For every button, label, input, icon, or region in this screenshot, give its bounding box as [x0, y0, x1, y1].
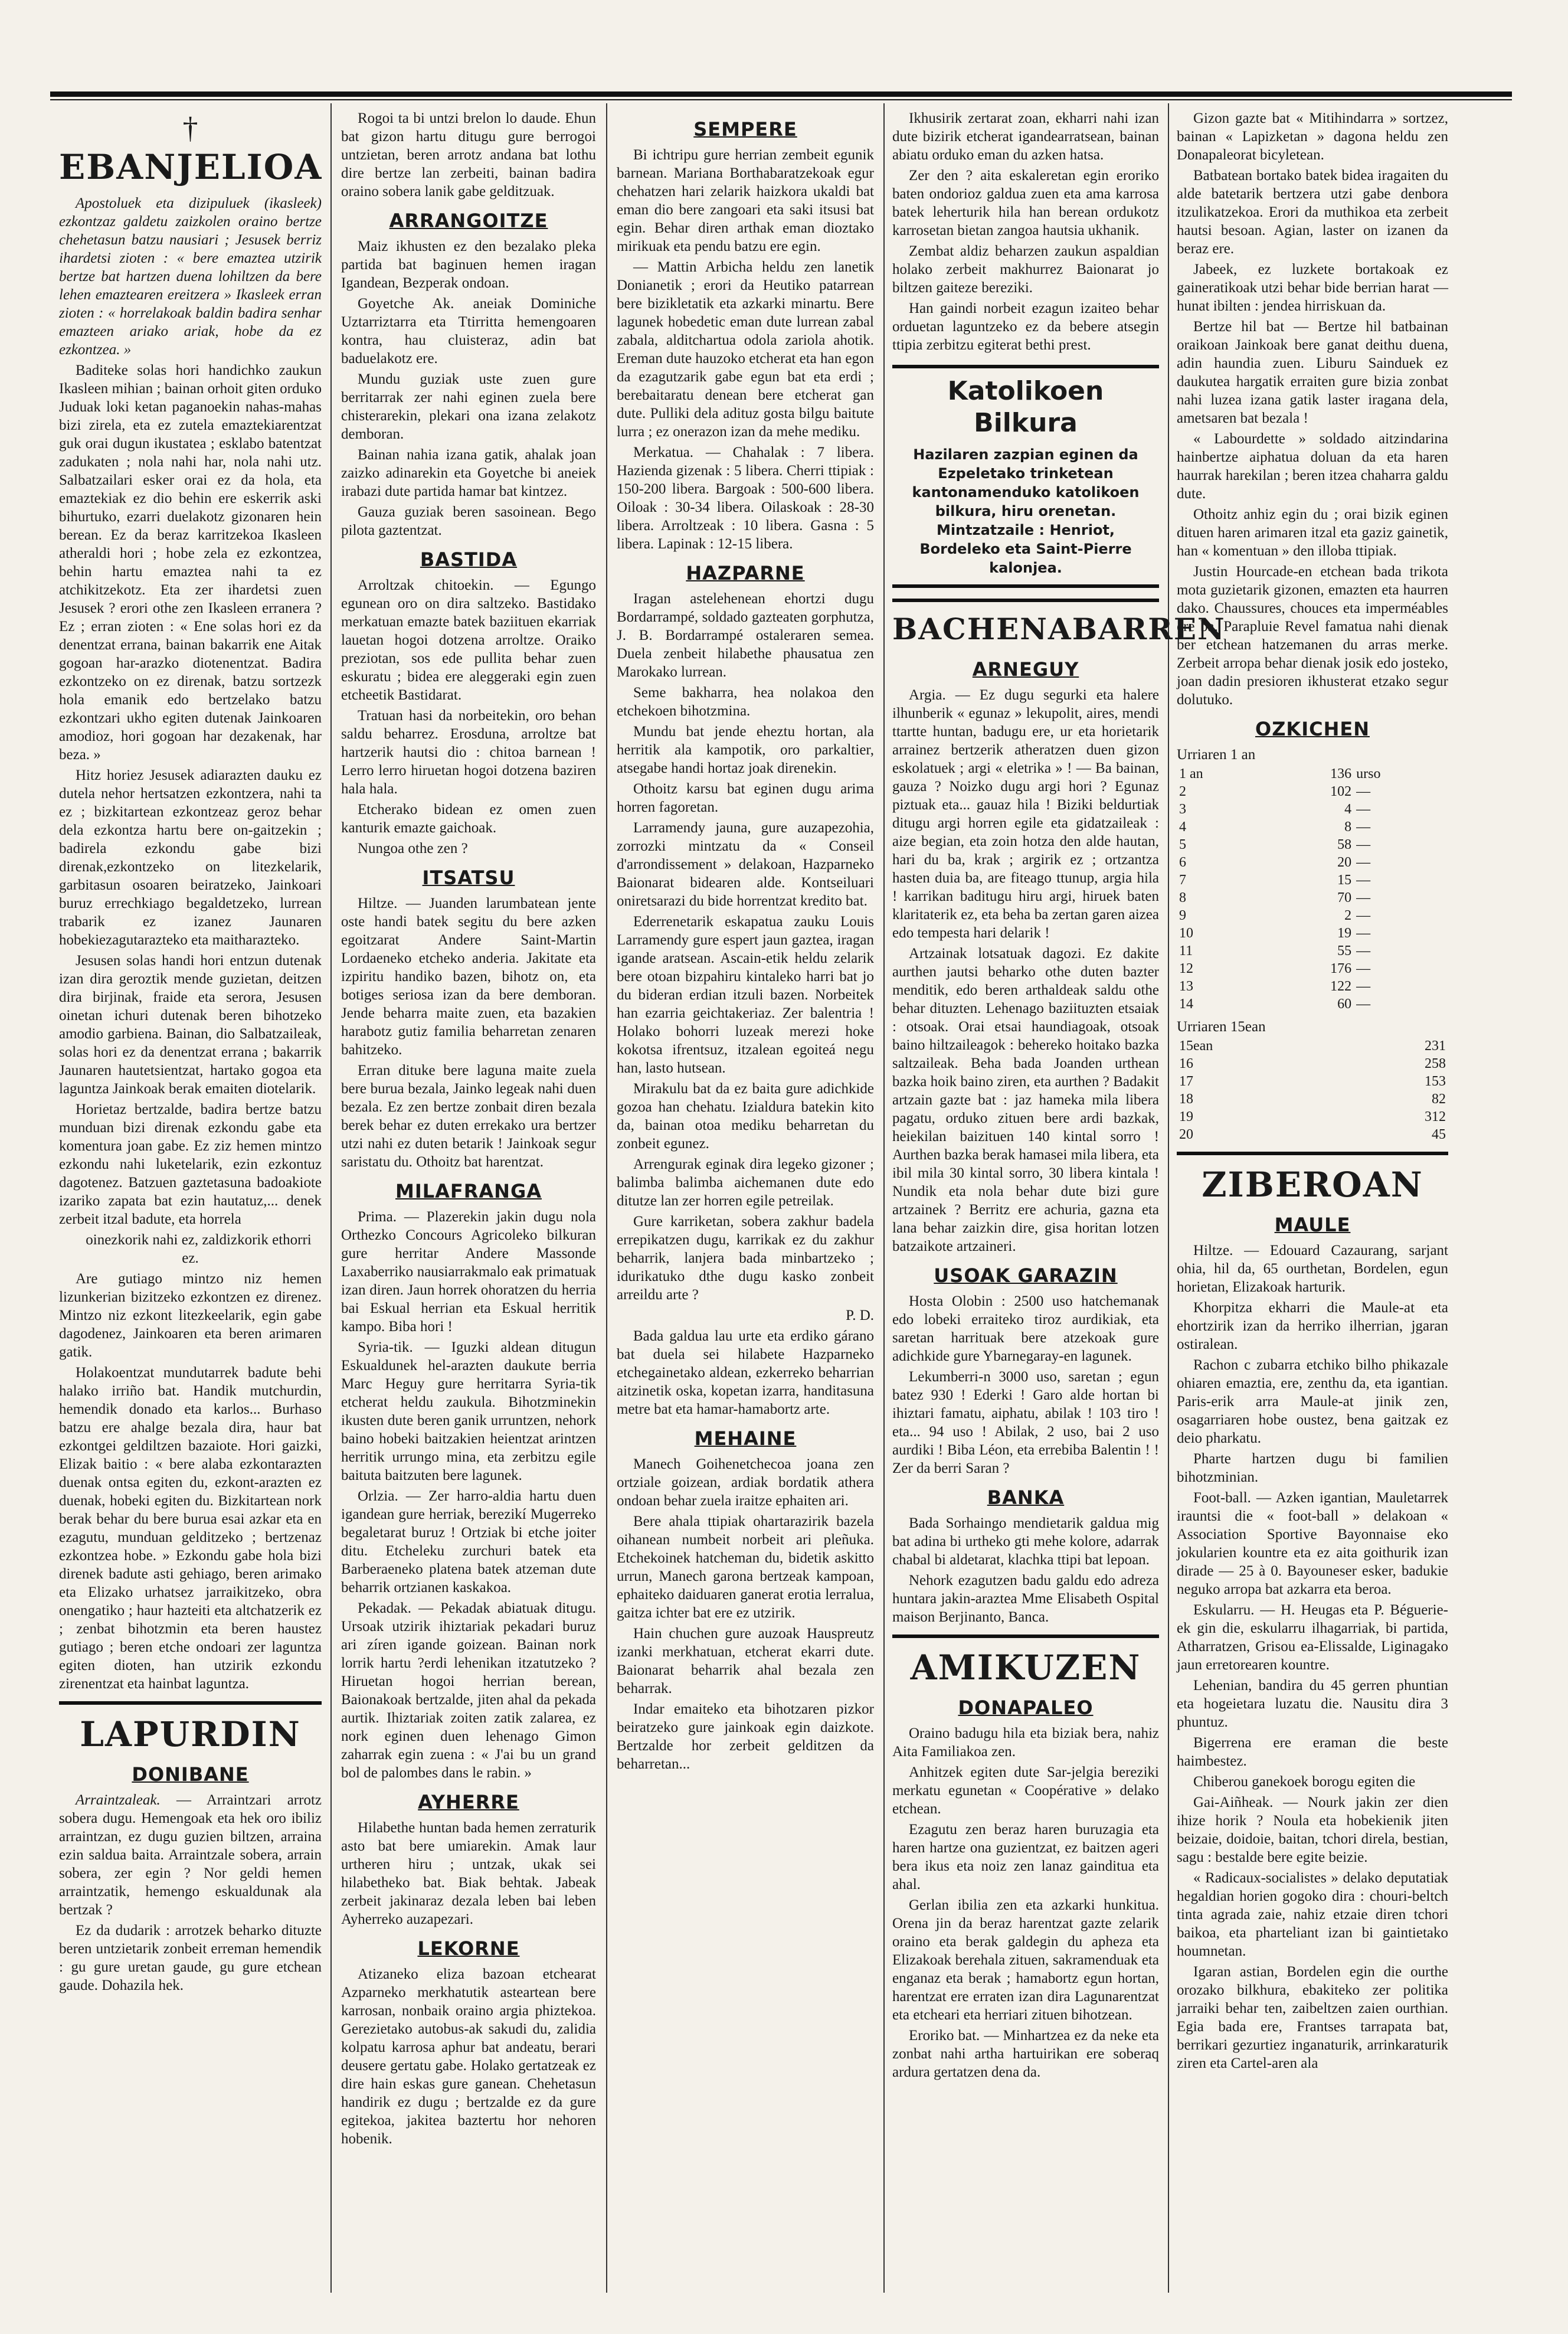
article-paragraph: Bigerrena ere eraman die beste haimbestez. — [1177, 1735, 1448, 1769]
count-cell: 153 — [1425, 1074, 1446, 1089]
stats-row — [1177, 1126, 1448, 1143]
notice-body: Hazilaren zazpian eginen da Ezpeletako trinketean kantonamenduko katolikoen bilkura, hiru orenetan. — [912, 446, 1140, 519]
stats-row — [1177, 836, 1448, 854]
unit-cell: — — [1356, 855, 1371, 870]
section-heading: ARNEGUY — [972, 658, 1079, 681]
article-paragraph: Hosta Olobin : 2500 uso hatchemanak edo lobeki erraiteko tiroz aurdikiak, eta saretan harrituak bere atzekoak gure adichkide gure Ybarnegaray-en lagunek. — [892, 1293, 1159, 1364]
article-paragraph: Larramendy jauna, gure auzapezohia, zorrozki mintzatu da « Conseil d'arrondissement » delakoan, Hazparneko Baionarat bidearen alde. Kontseiluari oniretsarazi du bide horrentzat kredito bat. — [617, 820, 874, 909]
article-paragraph: Oraino badugu hila eta biziak bera, nahiz Aita Familiakoa zen. — [892, 1725, 1159, 1760]
unit-cell: — — [1356, 908, 1371, 923]
article-paragraph: Hilabethe huntan bada hemen zerraturik asto bat bere umiarekin. Amak laur urtheren hiru ; untzak, ukak sei hilabetheko bat. Biak behtak. Jabeak zerbeit jakinaraz dezala leben bai leben Ayherreko auzapezari. — [341, 1820, 596, 1927]
paragraph-text: — Arraintzari arrotz sobera dugu. Hemengoak eta hek oro ibiliz arraintzan, ez dugu guzien biltzen, arraina ezin saldua baita. Arraintzale sobera, arrain sobera, zer egin ? Nor geldi hemen arraintzatik, hemengo eskualdunak ala bertzak ? — [59, 1792, 322, 1918]
article-paragraph: Gure karriketan, sobera zakhur badela errepikatzen dugu, karrikak ez du zakhur beharrik, lanjera bada minbartzeko ; idurikatuko dthe dugu kasko zonbeit arreildu arte ? — [617, 1214, 874, 1303]
stats-row — [1177, 1108, 1448, 1126]
article-paragraph: « Radicaux-socialistes » delako deputatiak hegaldian horien gogoko dira : chouri-beltch tinta agrada zaie, nahiz etzaie diren tchori baikoa, eta pharteliant izan bi gaintietako houmnetan. — [1177, 1870, 1448, 1959]
section-heading: DONAPALEO — [958, 1696, 1094, 1719]
bachenabarren-title: BACHENABARREN — [892, 599, 1159, 649]
stats-row — [1177, 800, 1448, 818]
article-paragraph: Nungoa othe zen ? — [358, 841, 468, 857]
lead-in: Arraintzaleak. — [76, 1792, 161, 1808]
day-cell: 13 — [1179, 979, 1193, 994]
count-cell: 45 — [1432, 1127, 1446, 1142]
notice-speaker: Mintzatzaile : Henriot, Bordeleko eta Saint-Pierre kalonjea. — [919, 522, 1132, 576]
article-paragraph: Lehenian, bandira du 45 gerren phuntian eta hogeietara luzatu die. Nausitu dira 3 phuntuz. — [1177, 1678, 1448, 1730]
article-paragraph: Lekumberri-n 3000 uso, saretan ; egun batez 930 ! Ederki ! Garo alde hortan bi ihiztari famatu, aiphatu, abilak ! 103 tiro ! eta... 94 uso ! Abilak, 2 uso, bai 2 uso aurdiki ! Biba Léon, eta errebiba Balentin ! ! Zer da berri Saran ? — [892, 1369, 1159, 1476]
article-paragraph: Bada Sorhaingo mendietarik galdua mig bat adina bi urtheko gti mehe kolore, adarrak chabal bi aldetarat, klachka ttipi bat lepoan. — [892, 1515, 1159, 1568]
unit-cell: — — [1356, 872, 1371, 888]
stats-row — [1177, 783, 1448, 800]
count-cell: 58 — [1337, 837, 1352, 852]
article-paragraph: Khorpitza ekharri die Maule-at eta ehortzirik izan da herriko ilherrian, jgaran ostiralean. — [1177, 1300, 1448, 1352]
article-paragraph: Syria-tik. — Iguzki aldean ditugun Eskualdunek hel-arazten daukute berria Marc Heguy gure herritarra Syria-tik etcherat heldu zaukula. Bihotzminekin ikusten dute beren ganik urruntzen, nehork baino hobeki baitzakien heientzat arintzen herritik urrungo mina, eta zerbitzu egile baituta baitzuten bere lagunek. — [341, 1339, 596, 1483]
column-divider — [606, 103, 607, 2293]
unit-cell: urso — [1356, 766, 1381, 782]
article-paragraph: Bada galdua lau urte eta erdiko gárano bat duela sei hilabete Hazparneko etchegainetako aldean, ezkerreko beharrian aitzinetik oska, kopetan izarra, handitasuna metre bat eta hamar-hamabortz arte. — [617, 1328, 874, 1417]
article-paragraph: Arroltzak chitoekin. — Egungo egunean oro on dira saltzeko. Bastidako merkatuan emazte batek baziituen ekarriak lauetan hogoi dotzena arroltze. Oraiko preziotan, sos ede pullita behar zuen eskuratu ; bidea ere aleggeraki egin zuen etcheetik Bastidarat. — [341, 577, 596, 703]
article-paragraph: Goyetche Ak. aneiak Dominiche Uztarriztarra eta Ttirritta hemengoaren kontra, hau cluisteraz, adin bat baduelakotz ere. — [341, 296, 596, 367]
unit-cell: — — [1356, 837, 1371, 852]
article-paragraph: Hain chuchen gure auzoak Hauspreutz izanki merkhatuan, etcherat ekarri dute. Baionarat beharrik ahal bezala zen beharrak. — [617, 1626, 874, 1696]
article-paragraph: Holakoentzat mundutarrek badute behi halako irriño bat. Handik mutchurdin, hemendik donado eta karlos... Burhaso batzu ere ahalge bezala dira, haur bat ezkontgei geldiltzen bazaiote. Hori gaizki, Elizak baitio : « bere alaba ezkontarazten duenak ontsa egiten du, ezkont-arazten ez duenak, hobeki egiten du. Bizkitartean nork berak behar du bere burua esai azkar eta en ezagutu, munduan gelditzeko ; bertzenaz ezkontzea hobe. » Ezkondu gabe hola bizi direnek badute asti gehiago, beren arimako eta Elizako urhatsez jarraikitzeko, obra onengatiko ; haur hazteiti eta altchatzerik ez ; zenbat bihotzmin eta beren haustez gutiago ; beren etche ondoari zer laguntza egiten dioten, han utzirik ezkondu zirenentzat eta hainbat laguntza. — [59, 1365, 322, 1692]
section-heading: ITSATSU — [422, 867, 515, 889]
article-paragraph: Pekadak. — Pekadak abiatuak ditugu. Ursoak utzirik ihiztariak pekadari buruz ari zíren igande goizean. Bainan nork lorrik hartu ?erdi lehenikan itzatutzeko ? Hiruetan hogoi herrian berean, Baionakoak bertzalde, jiten ahal da pekada aurtik. Ihiztariak zoiten zatik zalarea, ez nork eginen duen lehenago Gimon zaharrak egin zuena : « J'ai bu un grand bol de palombes dans le rabin. » — [341, 1600, 596, 1781]
stats-row — [1177, 907, 1448, 924]
article-paragraph: Manech Goihenetchecoa joana zen ortziale goizean, ardiak bordatik athera ondoan behar zuela iraitze ephaiten ari. — [617, 1456, 874, 1509]
masthead-rule-thin — [50, 99, 1512, 100]
count-cell: 176 — [1330, 961, 1352, 976]
count-cell: 55 — [1337, 943, 1352, 959]
count-cell: 8 — [1344, 819, 1352, 835]
article-paragraph: Zembat aldiz beharzen zaukun aspaldian holako zerbeit makhurrez Baionarat jo biltzen gaiteze bereziki. — [892, 243, 1159, 296]
article-paragraph: Iragan astelehenean ehortzi dugu Bordarrampé, soldado gazteaten gorphutza, J. B. Bordarrampé ostaleraren semea. Duela zenbeit hilabethe phausatua zen Marokako lurrean. — [617, 591, 874, 680]
article-paragraph: Han gaindi norbeit ezagun izaiteo behar orduetan laguntzeko ez da bebere atsegin ttipia zerbitzu egiterat bethi prest. — [892, 300, 1159, 353]
unit-cell: — — [1356, 996, 1371, 1012]
stats-row — [1177, 1037, 1448, 1055]
count-cell: 19 — [1337, 926, 1352, 941]
day-cell: 17 — [1179, 1074, 1193, 1089]
article-paragraph: Arrengurak eginak dira legeko gizoner ; balimba balimba aichemanen dute edo ditutze lan zer horren egile petreilak. — [617, 1156, 874, 1209]
ebanjelioa-title: EBANJELIOA — [59, 147, 323, 187]
column-divider — [883, 103, 885, 2293]
day-cell: 7 — [1179, 872, 1186, 888]
article-paragraph: Bainan nahia izana gatik, ahalak joan zaizko adinarekin eta Goyetche bi aneiek irabazi dute partida hamar bat kintzez. — [341, 447, 596, 499]
section-heading: OZKICHEN — [1255, 718, 1370, 740]
section-heading: ARRANGOITZE — [389, 210, 548, 232]
article-paragraph: Igaran astian, Bordelen egin die ourthe orozako bilkhura, ebakiteko zer politika jarraiki behar ten, zaibeltzen zaien ourthian. Egia bada ere, Frantses tarrapata bat, berrikari gezurtiez inganaturik, arrinkaraturik ziren eta Cartel-aren ala — [1177, 1964, 1448, 2071]
article-paragraph: Orlzia. — Zer harro-aldia hartu duen igandean gure herriak, berezikí Mugerreko begaletarat buruz ! Ortziak bi etche joiter ditu. Etcheleku zurchuri batek eta Barberaeneko platena batek atzeman dute beharrik ortzianen kaskakoa. — [341, 1488, 596, 1596]
article-paragraph: Jabeek, ez luzkete bortakoak ez gaineratikoak utzi behar bide berrian harat — hunat ibilten : jendea hirriskuan da. — [1177, 261, 1448, 314]
section-heading: DONIBANE — [132, 1763, 249, 1786]
article-paragraph: Jesusen solas handi hori entzun dutenak izan dira geroztik mende guzietan, deitzen dira birjinak, fraide eta serora, Jesusen oinetan ichuri dutenak beren bihotzeko amodio garbiena. Bainan, dio Salbatzaileak, solas hori ez da denentzat errana ; bakarrik Jaunaren hautetsientzat, hartako gogoa eta laguntza Jainkoak berak emaiten diotelarik. — [59, 953, 322, 1097]
stats-row — [1177, 871, 1448, 889]
signature: P. D. — [846, 1307, 874, 1323]
stats-row — [1177, 960, 1448, 978]
day-cell: 2 — [1179, 784, 1186, 799]
article-paragraph: Batbatean bortako batek bidea iragaiten du alde batetarik bertzera utzi gabe denbora itzulikatzekoa. Erori da muthikoa eta zerbeit hautsi besoan. Agian, laster on izanen da beraz ere. — [1177, 168, 1448, 257]
article-paragraph: « Labourdette » soldado aitzindarina hainbertze aiphatua doluan da eta haren haurrak harekilan ; beren itzea chaharra galdu dute. — [1177, 431, 1448, 502]
count-cell: 102 — [1330, 784, 1352, 799]
article-paragraph: Hitz horiez Jesusek adiarazten dauku ez dutela nehor hertsatzen ezkontzera, nahi ta ez ; bizkitartean ezkontzeaz geroz behar dela ezkontza hartu bere on-gaitzekin ; badirela ezkondu gabe bizi direnak,ezkontzeko on litezkelarik, garbitasun osoaren beiratzeko, Jainkoari buruz errechkiago begaldetzeko, lurrean trabarik ez izanez Jaunaren hobekiezagutarazteko eta maitharazteko. — [59, 767, 322, 948]
stats-row — [1177, 818, 1448, 836]
column-3 — [617, 109, 874, 2287]
stats-row — [1177, 978, 1448, 995]
article-paragraph: Ikhusirik zertarat zoan, ekharri nahi izan dute bizirik etcherat igandearratsean, bainan abiatu orduko eman du azken hatsa. — [892, 110, 1159, 163]
section-heading: SEMPERE — [693, 118, 797, 140]
article-paragraph — [59, 1791, 322, 1919]
pigeon-count-table-2 — [1177, 1037, 1448, 1143]
article-paragraph: Indar emaiteko eta bihotzaren pizkor beiratzeko gure jainkoak egin daizkote. Bertzalde hor zerbeit gelditzen da beharretan... — [617, 1701, 874, 1772]
article-paragraph: Anhitzek egiten dute Sar-jelgia bereziki merkatu egunetan « Coopérative » delako etchean. — [892, 1764, 1159, 1817]
stats-row — [1177, 1055, 1448, 1073]
count-cell: 231 — [1425, 1038, 1446, 1054]
stats-row — [1177, 942, 1448, 960]
notice-box — [892, 365, 1159, 588]
article-paragraph: Horietaz bertzalde, badira bertze batzu munduan bizi direnak ezkondu gabe eta komentura joan gabe. Ez ziz hemen mintzo ezkondu nahi luketelarik, ezin ezkontuz dagotenez. Batzuen gaztetasuna badoakiote izariko zapata bat ezin hautatuz,... denek zerbeit itzal badute, eta horrela — [59, 1101, 322, 1227]
unit-cell: — — [1356, 890, 1371, 906]
day-cell: 9 — [1179, 908, 1186, 923]
stats-row — [1177, 924, 1448, 942]
notice-title: Katolikoen Bilkura — [947, 376, 1104, 438]
article-paragraph: Bi ichtripu gure herrian zembeit egunik barnean. Mariana Borthabaratzekoak egur chehatzen hari zelarik haizkora ukaldi bat eman dio bere zangoari eta saki itsusi bat egin. Behar diren arthak eman dioztako mirikuak eta pendu batzu ere egin. — [617, 147, 874, 254]
masthead-rule-thick — [50, 91, 1512, 97]
section-heading: MAULE — [1274, 1214, 1351, 1236]
article-paragraph: Pharte hartzen dugu bi familien bihotzminian. — [1177, 1451, 1448, 1485]
article-paragraph: Eskularru. — H. Heugas eta P. Béguerie-ek gin die, eskularru ilhagarriak, bi partida, Atharratzen, Grisou ea-Elissalde, Liginagako jaun erretorearen kountre. — [1177, 1602, 1448, 1673]
day-cell: 5 — [1179, 837, 1186, 852]
count-cell: 20 — [1337, 855, 1352, 870]
article-paragraph: Hiltze. — Juanden larumbatean jente oste handi batek segitu du bere azken egoitzarat Andere Saint-Martin Lordaeneko etcheko anderia. Jakitate eta izpiritu handiko bazen, bihotz on, eta botiges seriosa izan da bere demboran. Jende beharra maite zuen, eta bazakien harabotz gutiz familia beharretan zenaren bahitzeko. — [341, 895, 596, 1058]
count-cell: 136 — [1330, 766, 1352, 782]
stats-row — [1177, 1073, 1448, 1090]
count-cell: 258 — [1425, 1056, 1446, 1071]
article-paragraph: Tratuan hasi da norbeitekin, oro behan saldu beharrez. Erosduna, arroltze bat hartzerik hautsi dio : chitoa barnean ! Lerro lerro hiruetan hogoi dotzena baziren hala hala. — [341, 708, 596, 797]
day-cell: 12 — [1179, 961, 1193, 976]
article-paragraph: Are gutiago mintzo niz hemen lizunkerian bizitzeko ezkontzen ez direnez. Mintzo niz ezkont litezkeelarik, egin gabe dagodenez, Jainkoaren eta beren arimaren gatik. — [59, 1271, 322, 1360]
column-5 — [1177, 109, 1448, 2287]
day-cell: 11 — [1179, 943, 1193, 959]
stats-label: Urriaren 1 an — [1177, 747, 1256, 763]
article-paragraph: Mundu bat jende eheztu hortan, ala herritik ala kampotik, oro parkaltier, atsegabe handi hortaz joak direnekin. — [617, 724, 874, 776]
article-paragraph: Othoitz anhiz egin du ; orai bizik eginen dituen haren arimaren itzal eta gaziz gainetik, han « komentuan » den illoba ttipiak. — [1177, 506, 1448, 559]
article-paragraph: Mirakulu bat da ez baita gure adichkide gozoa han chehatu. Izialdura batekin kito da, bainan otoa mediku beharretan du zonbeit egunez. — [617, 1081, 874, 1152]
stats-row — [1177, 1090, 1448, 1108]
column-2 — [341, 109, 596, 2287]
count-cell: 70 — [1337, 890, 1352, 906]
day-cell: 1 an — [1179, 766, 1203, 782]
section-heading: MILAFRANGA — [395, 1180, 542, 1202]
article-paragraph: Gizon gazte bat « Mitihindarra » sortzez, bainan « Lapizketan » dagona heldu zen Donapaleorat bicyletean. — [1177, 110, 1448, 163]
column-divider — [330, 103, 332, 2293]
article-paragraph: Artzainak lotsatuak dagozi. Ez dakite aurthen jautsi beharko othe duten bazter menditik, edo beren arthaldeak saldu othe behar dituzten. Lehenago baziituzten etsaiak : otsoak. Orai etsai haundiagoak, otsoak baino hiltzaileagok : behereko hoitako bazka saltzaileak. Beha bada Joanden urthean bazka hoik baino ziren, eta aurthen ? Badakit artzain gazte bat : jaz hameka mila libera pagatu, orduko zituen bere ardi bazkak, heiekilan baizituen 140 kintal sorro ! Aurthen bazka berak hamasei mila libera, eta ibil mila 30 kintal sorro, 30 libera kintala ! Nundik eta nola behar dute bizi gure artzainek ? Berritz ere achuria, gazna eta lana behar zaizkin dire, gisa horitan lotzen batzaikote artzaineri. — [892, 946, 1159, 1254]
day-cell: 18 — [1179, 1091, 1193, 1107]
article-paragraph: Nehork ezagutzen badu galdu edo adreza huntara jakin-araztea Mme Elisabeth Ospital maison Berjinanto, Banca. — [892, 1573, 1159, 1625]
article-paragraph: Gai-Aiñheak. — Nourk jakin zer dien ihize horik ? Noula eta hobekienik jiten beizaie, doidoie, baitan, tchori direla, bestian, sagu : bestalde bere egite beizie. — [1177, 1794, 1448, 1865]
article-paragraph: Mundu guziak uste zuen gure berritarrak zer nahi eginen zuela bere chisterarekin, plekari ona izana zelakotz demboran. — [341, 371, 596, 442]
article-paragraph: Ederrenetarik eskapatua zauku Louis Larramendy gure espert jaun gaztea, iragan igande aratsean. Ascain-etik heldu zelarik bere otoan bizpahiru kintaleko harri bat jo du bideran erdian itzuli bazen. Norbeitek han ezarria geichtakeriaz. Zer balentria ! Holako bohorri luzeak merezi hoke kokotsa ifrentsuz, itzalean egoiteá negu han, lasto hutsean. — [617, 914, 874, 1076]
section-heading: BASTIDA — [420, 548, 518, 571]
day-cell: 6 — [1179, 855, 1186, 870]
column-divider — [1168, 103, 1169, 2293]
article-paragraph: Erran dituke bere laguna maite zuela bere burua bezala, Jainko legeak nahi duen bezala. Ez zen bertze zonbait diren bezala berek behar ez duten errekako ura bertzer utzi nahi ez duten betarik ! Jainkoak segur saristatu du. Othoitz bat harentzat. — [341, 1063, 596, 1170]
stats-label: Urriaren 15ean — [1177, 1019, 1266, 1035]
section-heading: USOAK GARAZIN — [934, 1264, 1118, 1287]
article-paragraph: Etcherako bidean ez omen zuen kanturik emazte gaichoak. — [341, 802, 596, 836]
day-cell: 15ean — [1179, 1038, 1213, 1054]
unit-cell: — — [1356, 784, 1371, 799]
article-paragraph: — Mattin Arbicha heldu zen lanetik Donianetik ; erori da Heutiko patarrean bere bizikletatik eta azkarki minartu. Bere lagunek hobedetic eman dute lurrean zabal zabala, alditchartua odola zariola ahotik. Ereman dute hauzoko etcherat eta han egon da ezagutzarik gabe egun bat eta erdi ; berebaitaratu denean bere etcherat gan dute. Pulliki dela adituz gosta bilgu baitute lurra ; ez onerazon izan da mehe mediku. — [617, 259, 874, 440]
day-cell: 3 — [1179, 802, 1186, 817]
day-cell: 19 — [1179, 1109, 1193, 1124]
article-paragraph: oinezkorik nahi ez, zaldizkorik ethorri ez. — [86, 1232, 312, 1266]
count-cell: 122 — [1330, 979, 1352, 994]
ziberoan-title: ZIBEROAN — [1177, 1152, 1448, 1205]
unit-cell: — — [1356, 802, 1371, 817]
cross-icon: † — [182, 112, 198, 145]
day-cell: 20 — [1179, 1127, 1193, 1142]
article-paragraph: Gauza guziak beren sasoinean. Bego pilota gaztentzat. — [341, 504, 596, 538]
count-cell: 2 — [1344, 908, 1352, 923]
article-paragraph: Ez da dudarik : arrotzek beharko dituzte beren untzietarik zonbeit erreman hemendik : gu gure uretan gaude, gu gure etchean gaude. Dohazila hek. — [59, 1923, 322, 1993]
unit-cell: — — [1356, 819, 1371, 835]
day-cell: 14 — [1179, 996, 1193, 1012]
section-heading: AYHERRE — [418, 1791, 519, 1813]
article-paragraph: Bere ahala ttipiak ohartarazirik bazela oihanean numbeit norbeit ari pleñuka. Etchekoinek hatcheman du, bidetik askitto urrun, Manech garona bertzeak kampoan, ephaiteko daiduaren ganerat erotia lerralua, gaitza ichter bat ere ez utzirik. — [617, 1513, 874, 1621]
article-paragraph: Rogoi ta bi untzi brelon lo daude. Ehun bat gizon hartu ditugu gure berrogoi untzietan, beren arrotz andana bat lothu dire bertze lan zerbeiti, bainan badira oraino sobera lanik gabe gelditzuak. — [341, 110, 596, 200]
article-paragraph: Argia. — Ez dugu segurki eta halere ilhunberik « egunaz » lekupolit, aires, mendi ttartte huntan, badugu ere, ur eta horietarik arrainez bertzerik atheratzen duen gizon eskolatuek ; argi « eletrika » ! — Ba bainan, gauza ? Noizko dugu argi hori ? Egunaz piztuak eta... gauaz hila ! Biziki beldurtiak ditugu argi horren egile eta gidatzaileak : aize begian, eta zoin hotza den alde hautan, hari du ba, krak ; argirik ez ; ortzantza hasten duia ba, are fiteago ttunup, argia hila ! karrikan baditugu hiru argi, hiruek baten klaritaterik ez, eta beha ba zertan garen aizea edo tempesta hari delarik ! — [892, 687, 1159, 941]
unit-cell: — — [1356, 943, 1371, 959]
article-paragraph: Othoitz karsu bat eginen dugu arima horren fagoretan. — [617, 781, 874, 815]
section-heading: BANKA — [987, 1486, 1065, 1509]
article-paragraph: Bertze hil bat — Bertze hil batbainan oraikoan Jainkoak bere ganat deithu duena, adin haundia zuen. Liburu Sainduek ez daukutea hargatik erraiten gure bizia zonbat nahi luzea izana gatik laster iragana dela, ametsaren bat bezala ! — [1177, 319, 1448, 426]
market-prices: Merkatua. — Chahalak : 7 libera. Hazienda gizenak : 5 libera. Cherri ttipiak : 150-200 libera. Bargoak : 500-600 libera. Oiloak : 30-34 libera. Oilaskoak : 28-30 libera. Arroltzeak : 10 libera. Gasna : 5 libera. Lapinak : 12-15 libera. — [617, 444, 874, 552]
unit-cell: — — [1356, 926, 1371, 941]
article-paragraph: Hiltze. — Edouard Cazaurang, sarjant ohia, hil da, 65 ourthetan, Bordelen, egun horietan, Elizakoak harturik. — [1177, 1243, 1448, 1295]
column-1 — [59, 109, 322, 2287]
count-cell: 82 — [1432, 1091, 1446, 1107]
article-paragraph: Maiz ikhusten ez den bezalako pleka partida bat baginuen hemen iragan Igandean, Bezperak ondoan. — [341, 238, 596, 291]
unit-cell: — — [1356, 979, 1371, 994]
article-paragraph: Justin Hourcade-en etchean bada trikota mota guzietarik gizonen, emazten eta haurren dako. Chaussures, chouces eta imperméables ere ba. Parapluie Revel famatua nahi dienak ber etchean hatzemanen du arras merke. Zerbeit arropa behar dienak josik edo josteko, joan dadin presioren ikhusterat etzako segur dolutuko. — [1177, 564, 1448, 708]
article-paragraph: Foot-ball. — Azken igantian, Mauletarrek irauntsi die « foot-ball » delakoan « Association Sportive Bayonnaise eko jokularien kountre eta ez aita goithurik izan dirade — 25 à 0. Bayouneser esker, badukie neguko arropa bat azkarra eta beroa. — [1177, 1490, 1448, 1597]
stats-row — [1177, 889, 1448, 907]
article-paragraph: Zer den ? aita eskaleretan egin eroriko baten ondorioz galdua zuen eta ama karrosa batek leherturik hila han berean ordukotz karrosetan bietan zangoa hautsia ukhanik. — [892, 168, 1159, 238]
day-cell: 10 — [1179, 926, 1193, 941]
day-cell: 8 — [1179, 890, 1186, 906]
section-heading: HAZPARNE — [686, 562, 805, 584]
article-paragraph: Ezagutu zen beraz haren buruzagia eta haren hartze ona guzientzat, ez baitzen ageri bera ikus eta noiz zen lanaz gainditua eta ahal. — [892, 1822, 1159, 1892]
stats-row — [1177, 765, 1448, 783]
lapurdin-title: LAPURDIN — [59, 1701, 322, 1754]
section-heading: MEHAINE — [694, 1427, 797, 1450]
article-paragraph: Rachon c zubarra etchiko bilho phikazale ohiaren emaztia, ere, zenthu da, eta igantian. Paris-erik arra Maule-at jinik zen, osagarriaren hobe oustez, bena gaitzak ez deio pharkatu. — [1177, 1357, 1448, 1446]
count-cell: 60 — [1337, 996, 1352, 1012]
article-paragraph: Chiberou ganekoek borogu egiten die — [1193, 1774, 1416, 1790]
gospel-intro: Apostoluek eta dizipuluek (ikasleek) ezkontzaz galdetu zaizkolen oraino bertze chehetasun batzu nausiari ; Jesusek berriz ihardetsi zioten : « bere emaztea utzirik bertze bat hartzen duena lohiltzen da bere lehen emaztearen ereitzera » Ikasleek erran zioten : « horrelakoak baldin badira senhar emazteen ariako ariak, hobe da ez ezkontzea. » — [59, 195, 322, 358]
article-paragraph: Seme bakharra, hea nolakoa den etchekoen bihotzmina. — [617, 685, 874, 719]
amikuzen-title: AMIKUZEN — [892, 1635, 1159, 1688]
section-heading: LEKORNE — [417, 1937, 520, 1960]
stats-row — [1177, 854, 1448, 871]
article-paragraph: Eroriko bat. — Minhartzea ez da neke eta zonbat nahi artha hartuirikan ere soberaq ardura gertatzen dena da. — [892, 2028, 1159, 2080]
article-paragraph: Baditeke solas hori handichko zaukun Ikasleen mihian ; bainan orhoit giten orduko Juduak loki ketan paganoekin nahas-mahas bizi zirela, eta ez zutela emaztekiarentzat guk orai dugun ikustatea ; esklabo batentzat zadukaten ; nola nahi har, nola nahi utz. Salbatzailari esker orai ez da hola, eta emaztekiak ez dio behin ere eskerrik aski bihurtuko, ezarri duelakotz gizonaren hein berean. Ez da beraz karritzekoa Ikasleen atheraldi hori ; hobe zela ez ezkontzea, behin hartu emaztea nahi ta ez atchikitzekotz. Eta zer ihardetsi zuen Jesusek ? erori othe zen Ikasleen erranera ? Ez ; erran zioten : « Ene solas hori ez da denentzat errana, bainan bakarrik ene Aitak gogoan har-arazko diotenentzat. Badira ezkontzeko on ez direnak, batzu sortzezk hola emanik edo bertzelako batzu ezkontzari ukho egiten dutenak Jainkoaren amodioz, hori gogoan har dezakenak, har beza. » — [59, 362, 322, 763]
unit-cell: — — [1356, 961, 1371, 976]
count-cell: 15 — [1337, 872, 1352, 888]
article-paragraph: Atizaneko eliza bazoan etchearat Azparneko merkhatutik asteartean bere karrosan, nonbaik oraino argia phiztekoa. Gerezietako autobus-ak sakudi du, zalidia kolpatu karrosa aphur bat andeatu, berari deusere gertatu gabe. Holako gertatzeak ez dire hain eskas gure ganean. Chehetasun handirik ez dugu ; bertzalde ez da gure egitekoa, jakitea baztertu hor nehoren hobenik. — [341, 1966, 596, 2147]
article-paragraph: Gerlan ibilia zen eta azkarki hunkitua. Orena jin da beraz harentzat gazte zelarik oraino eta berak galdegin du apheza eta Elizakoak berehala zituen, sakramenduak eta enganaz eta berak ; hamabortz egun hortan, harentzat ere erraten izan dira Lagunarentzat eta etcheari eta herriari zituen bihotzean. — [892, 1897, 1159, 2023]
day-cell: 16 — [1179, 1056, 1193, 1071]
stats-row — [1177, 995, 1448, 1013]
day-cell: 4 — [1179, 819, 1186, 835]
article-paragraph: Prima. — Plazerekin jakin dugu nola Orthezko Concours Agricoleko bilkuran gure herritar Andere Massonde Laxaberriko nausiarrakmalo eak primatuak izan diren. Jaun horrek ohoratzen du herria bai Eskual herrian eta Eskual herritik kampo. Biba hori ! — [341, 1209, 596, 1335]
count-cell: 312 — [1425, 1109, 1446, 1124]
count-cell: 4 — [1344, 802, 1352, 817]
pigeon-count-table — [1177, 765, 1448, 1013]
